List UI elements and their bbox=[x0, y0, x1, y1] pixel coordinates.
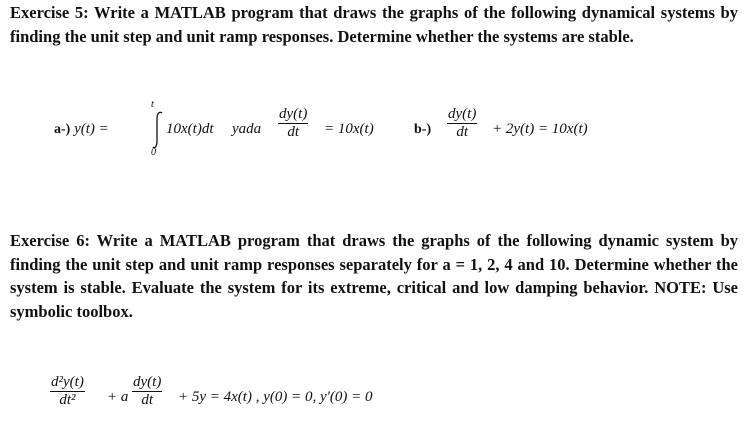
eq-b-label: b-) bbox=[414, 122, 432, 137]
eq6-frac2-num: dy(t) bbox=[133, 374, 162, 390]
eq6-frac1-num: d²y(t) bbox=[51, 374, 84, 390]
eq-b-frac-num: dy(t) bbox=[448, 106, 477, 122]
eq-b-label-wrap bbox=[414, 121, 431, 138]
eq-b-rhs: + 2y(t) = 10x(t) bbox=[492, 121, 588, 137]
eq-a-frac-num: dy(t) bbox=[279, 106, 308, 122]
eq6-second-derivative bbox=[50, 374, 85, 409]
eq6-frac2-den: dt bbox=[141, 392, 153, 408]
eq-a-connector: yada bbox=[232, 121, 262, 137]
exercise-5-text: Exercise 5: Write a MATLAB program that draws the graphs of the following dynamical systems by finding the unit step and unit ramp responses. Determine whether the systems are stable. bbox=[10, 3, 738, 46]
eq-a-rhs: = 10x(t) bbox=[324, 121, 374, 137]
eq-a-frac-den: dt bbox=[287, 124, 299, 140]
eq6-mid: + a bbox=[107, 389, 129, 405]
integral-sign-icon bbox=[151, 110, 165, 150]
integral-upper-limit: t bbox=[151, 99, 154, 110]
eq6-rhs: + 5y = 4x(t) , y(0) = 0, y'(0) = 0 bbox=[178, 389, 373, 405]
eq6-frac1-den: dt² bbox=[59, 392, 76, 408]
eq-a-derivative bbox=[278, 106, 308, 141]
integral-lower-limit: 0 bbox=[151, 147, 156, 158]
eq-a bbox=[54, 121, 109, 138]
eq-a-lhs: y(t) = bbox=[74, 121, 109, 137]
eq-b-frac-den: dt bbox=[456, 124, 468, 140]
eq-b-derivative bbox=[447, 106, 477, 141]
eq6-first-derivative bbox=[132, 374, 162, 409]
eq-a-integrand: 10x(t)dt bbox=[166, 121, 214, 137]
eq-a-label: a-) bbox=[54, 122, 71, 137]
exercise-6-text: Exercise 6: Write a MATLAB program that draws the graphs of the following dynamic system by finding the unit step and unit ramp responses separately for a = 1, 2, 4 and 10. Determine whether the system is stable. Evaluate the system for its extreme, critical and low damping behavior. NOTE: Use symbolic toolbox. bbox=[10, 231, 738, 321]
